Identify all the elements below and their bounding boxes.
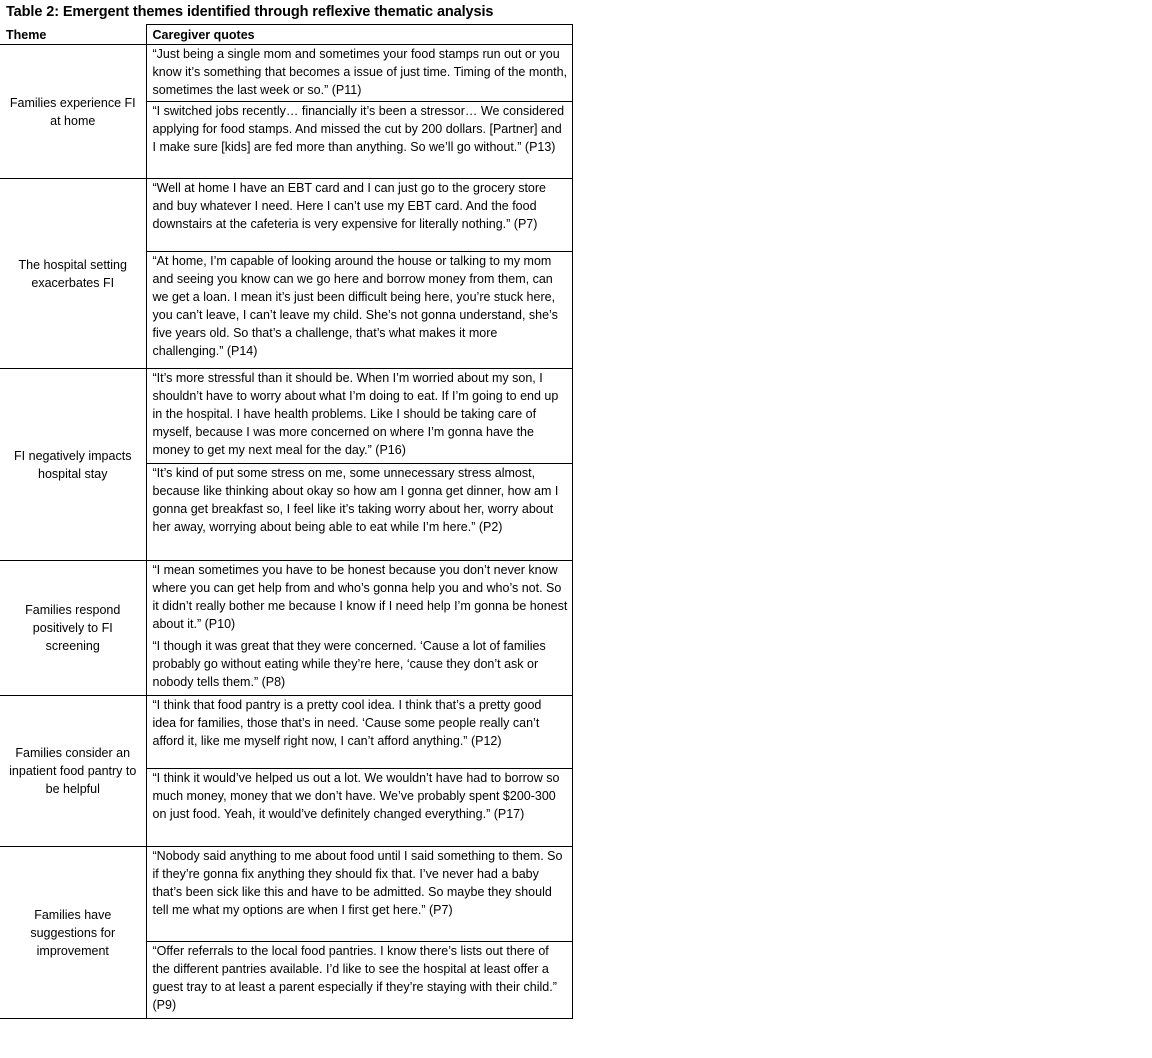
quote-cell: “It’s kind of put some stress on me, some unnecessary stress almost, because like thinking about okay so how am I gonna get dinner, how am I gonna get breakfast so, I feel like it’s taking worry about her, worry about her away, worrying about being able to eat while I’m here.” (P2) bbox=[146, 464, 572, 561]
table-row bbox=[0, 45, 572, 102]
table-row bbox=[0, 561, 572, 638]
theme-cell: The hospital setting exacerbates FI bbox=[0, 179, 146, 369]
quote-cell: “It’s more stressful than it should be. When I’m worried about my son, I shouldn’t have to worry about what I’m doing to eat. If I’m going to end up in the hospital. I have health problems. Like I should be taking care of myself, because I was more concerned on where I’m gonna have the money to get my next meal for the day.” (P16) bbox=[146, 369, 572, 464]
themes-table bbox=[0, 24, 573, 1019]
table-row bbox=[0, 369, 572, 464]
theme-cell: FI negatively impacts hospital stay bbox=[0, 369, 146, 561]
table-row bbox=[0, 696, 572, 769]
quote-cell: “I mean sometimes you have to be honest because you don’t never know where you can get help from and who’s gonna help you and who’s not. So it didn’t really bother me because I know if I need help I’m gonna be honest about it.” (P10) bbox=[146, 561, 572, 638]
table-row bbox=[0, 847, 572, 942]
quote-cell: “I think that food pantry is a pretty cool idea. I think that’s a pretty good idea for families, those that’s in need. ‘Cause some people really can’t afford it, like me myself right now, I can’t afford anything.” (P12) bbox=[146, 696, 572, 769]
quote-cell: “I though it was great that they were concerned. ‘Cause a lot of families probably go without eating while they’re here, ‘cause they don’t ask or nobody tells them.” (P8) bbox=[146, 637, 572, 696]
table-row bbox=[0, 179, 572, 252]
quote-cell: “Offer referrals to the local food pantries. I know there’s lists out there of the different pantries available. I’d like to see the hospital at least offer a guest tray to at least a parent especially if they’re staying with their child.” (P9) bbox=[146, 942, 572, 1019]
theme-cell: Families experience FI at home bbox=[0, 45, 146, 179]
theme-cell: Families consider an inpatient food pantry to be helpful bbox=[0, 696, 146, 847]
quote-cell: “At home, I’m capable of looking around the house or talking to my mom and seeing you know can we go here and borrow money from them, can we get a loan. I mean it’s just been difficult being here, you’re stuck here, you can’t leave, I can’t leave my child. She’s not gonna understand, she’s five years old. So that’s a challenge, that’s what makes it more challenging.” (P14) bbox=[146, 252, 572, 369]
quote-cell: “Well at home I have an EBT card and I can just go to the grocery store and buy whatever I need. Here I can’t use my EBT card. And the food downstairs at the cafeteria is very expensive for literally nothing.” (P7) bbox=[146, 179, 572, 252]
quote-cell: “Nobody said anything to me about food until I said something to them. So if they’re gonna fix anything they should fix that. I’ve never had a baby that’s been sick like this and have to be admitted. So maybe they should tell me what my options are when I first get here.” (P7) bbox=[146, 847, 572, 942]
theme-cell: Families respond positively to FI screening bbox=[0, 561, 146, 696]
header-row bbox=[0, 25, 572, 45]
quote-cell: “Just being a single mom and sometimes your food stamps run out or you know it’s something that becomes a issue of just time. Timing of the month, sometimes the last week or so.” (P11) bbox=[146, 45, 572, 102]
quote-cell: “I switched jobs recently… financially it’s been a stressor… We considered applying for food stamps. And missed the cut by 200 dollars. [Partner] and I make sure [kids] are fed more than anything. So we’ll go without.” (P13) bbox=[146, 102, 572, 179]
quotes-column-header: Caregiver quotes bbox=[146, 25, 572, 45]
theme-column-header: Theme bbox=[0, 25, 146, 45]
table-caption: Table 2: Emergent themes identified through reflexive thematic analysis bbox=[6, 4, 494, 20]
quote-cell: “I think it would’ve helped us out a lot. We wouldn’t have had to borrow so much money, money that we don’t have. We’ve probably spent $200-300 on just food. Yeah, it would’ve definitely changed everything.” (P17) bbox=[146, 769, 572, 847]
theme-cell: Families have suggestions for improvement bbox=[0, 847, 146, 1019]
